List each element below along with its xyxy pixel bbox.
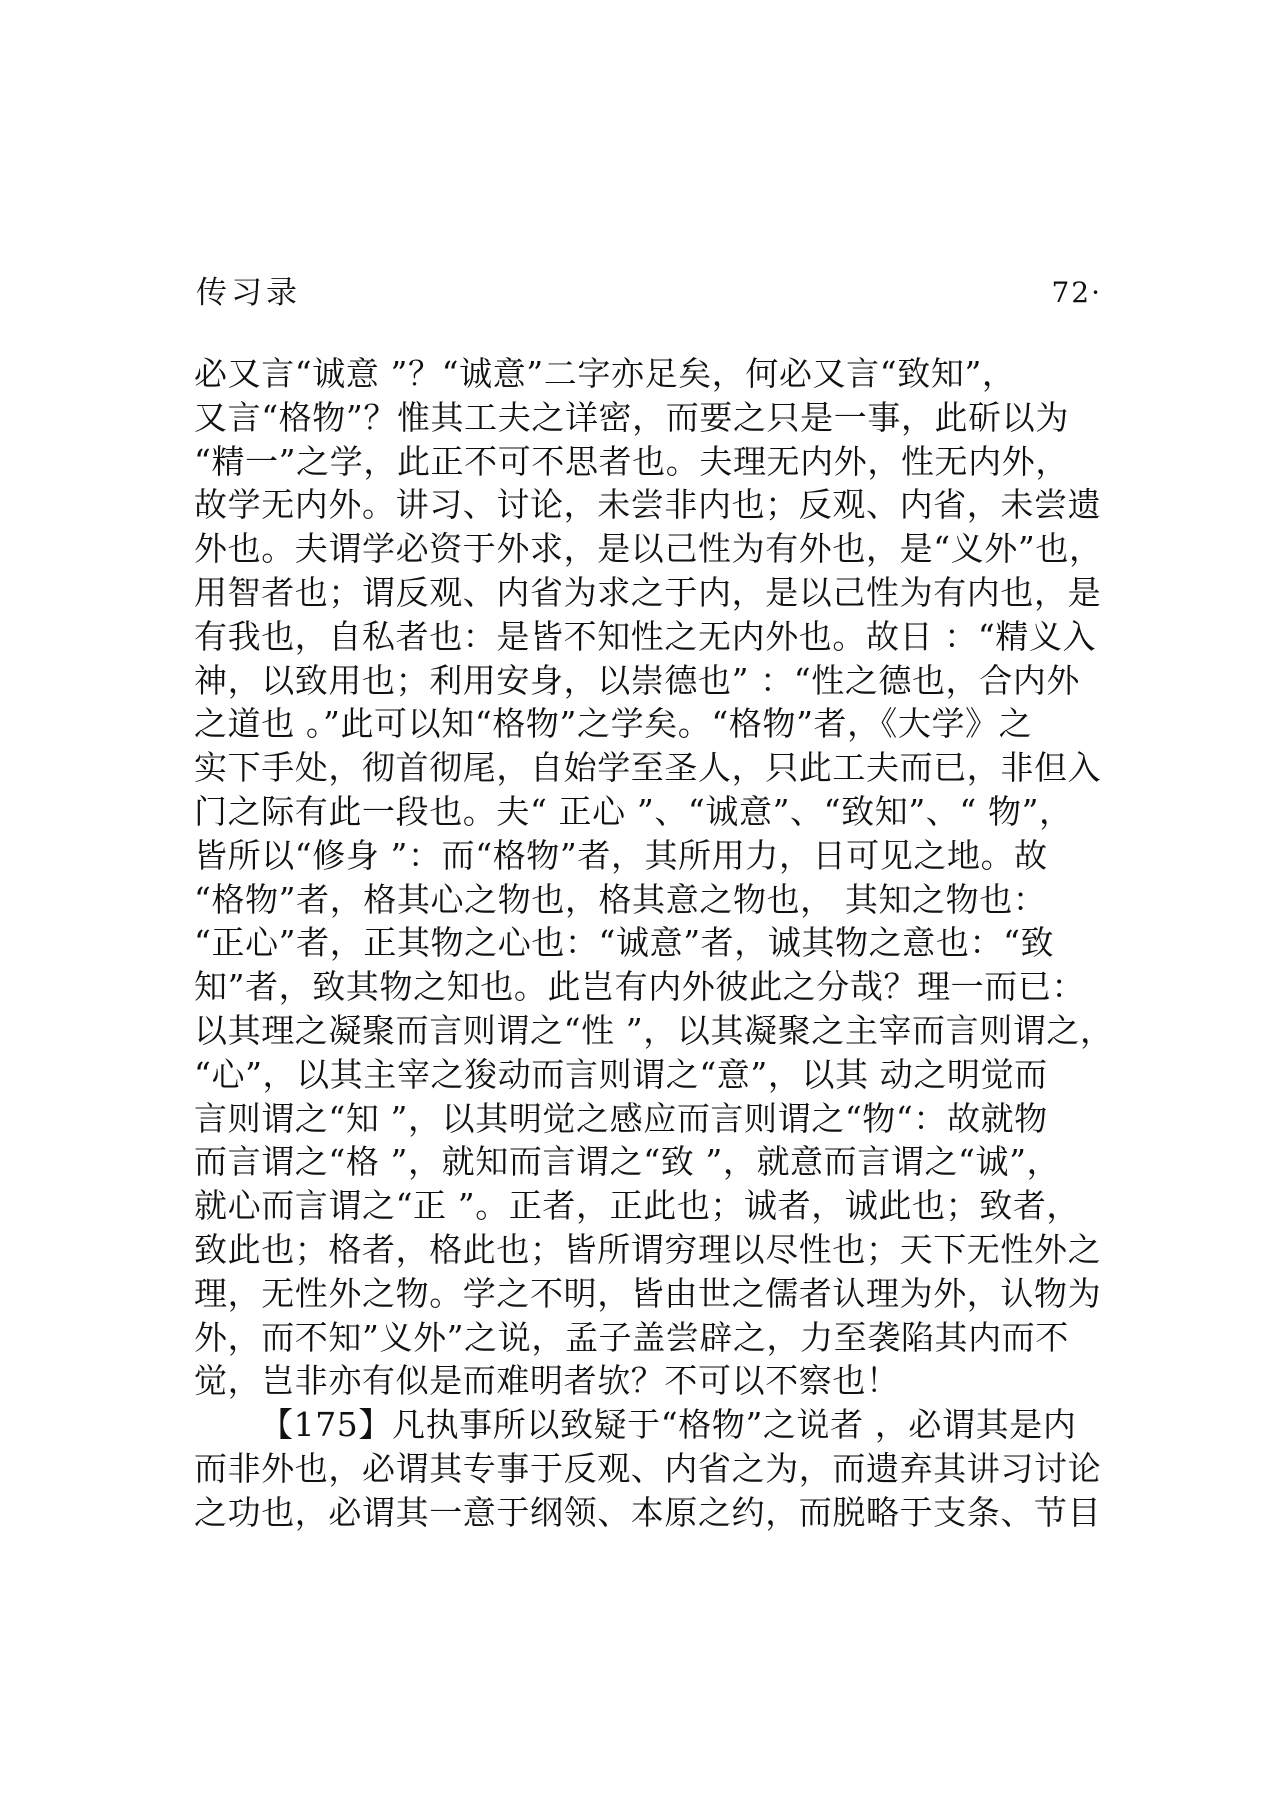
text-line: 之道也 。”此可以知“格物”之学矣。“格物”者，《大学》之 [194, 704, 1033, 744]
text-line: 就心而言谓之“正 ”。正者，正此也；诚者，诚此也；致者， [194, 1186, 1081, 1226]
text-line: 之功也，必谓其一意于纲领、本原之约，而脱略于支条、节目 [194, 1492, 1102, 1532]
text-line: 知”者，致其物之知也。此岂有内外彼此之分哉？理一而已： [194, 967, 1086, 1007]
text-line: 神，以致用也；利用安身，以崇德也” ：“性之德也，合内外 [194, 660, 1081, 700]
text-line: 用智者也；谓反观、内省为求之于内，是以己性为有内也，是 [194, 572, 1102, 612]
page-number: 72· [1051, 276, 1102, 309]
paragraph-start-line: 【175】凡执事所以致疑于“格物”之说者 ，必谓其是内 [260, 1405, 1077, 1445]
text-line: 理，无性外之物。学之不明，皆由世之儒者认理为外，认物为 [194, 1273, 1102, 1313]
text-line: “格物”者，格其心之物也，格其意之物也， 其知之物也： [194, 879, 1047, 919]
text-line: 言则谓之“知 ”，以其明觉之感应而言则谓之“物“：故就物 [194, 1098, 1048, 1138]
text-line: 又言“格物”？惟其工夫之详密，而要之只是一事，此斫以为 [194, 397, 1069, 437]
text-line: 外也。夫谓学必资于外求，是以己性为有外也，是“义外”也， [194, 529, 1103, 569]
text-line: “精一”之学，此正不可不思者也。夫理无内外，性无内外， [194, 441, 1069, 481]
text-line: 而非外也，必谓其专事于反观、内省之为，而遗弃其讲习讨论 [194, 1448, 1102, 1488]
text-line: “正心”者，正其物之心也：“诚意”者，诚其物之意也：“致 [194, 923, 1055, 963]
text-line: 故学无内外。讲习、讨论，未尝非内也；反观、内省，未尝遗 [194, 485, 1102, 525]
body-text [194, 352, 1114, 1535]
text-line: 必又言“诚意 ”？“诚意”二字亦足矣，何必又言“致知”， [194, 354, 1016, 393]
text-line: 实下手处，彻首彻尾，自始学至圣人，只此工夫而已，非但入 [194, 748, 1102, 788]
text-line: 觉，岂非亦有似是而难明者欤？不可以不察也！ [194, 1361, 900, 1401]
text-line: 皆所以“修身 ”：而“格物”者，其所用力，日可见之地。故 [194, 835, 1048, 875]
text-line: 有我也，自私者也：是皆不知性之无内外也。故日 ：“精义入 [194, 616, 1097, 656]
text-line: 门之际有此一段也。夫“ 正心 ”、“诚意”、“致知”、“ 物”， [194, 791, 1073, 831]
text-line: 而言谓之“格 ”，就知而言谓之“致 ”，就意而言谓之“诚”， [194, 1142, 1061, 1182]
running-header [196, 268, 1102, 318]
text-line: “心”，以其主宰之狻动而言则谓之“意”，以其 动之明觉而 [194, 1054, 1048, 1094]
text-line: 外，而不知”义外”之说，孟子盖尝辟之，力至袭陷其内而不 [194, 1317, 1069, 1357]
text-line: 以其理之凝聚而言则谓之“性 ”，以其凝聚之主宰而言则谓之， [194, 1010, 1114, 1050]
text-line: 致此也；格者，格此也；皆所谓穷理以尽性也；天下无性外之 [194, 1229, 1102, 1269]
book-title: 传习录 [196, 275, 301, 311]
